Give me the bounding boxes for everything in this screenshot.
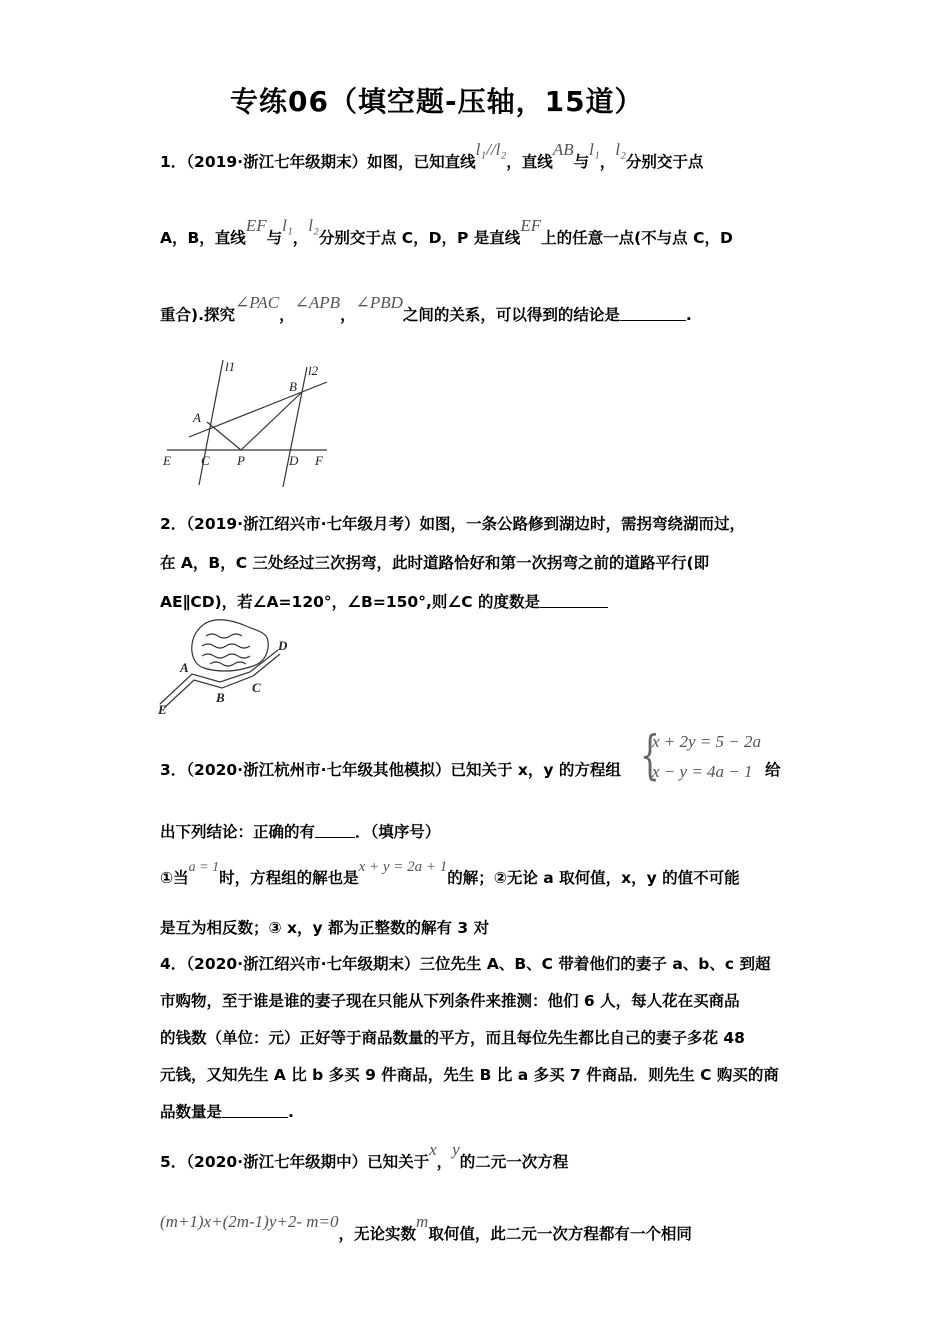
label-e: E [163, 453, 171, 468]
q3-text: ．（填序号） [355, 823, 441, 841]
q5-text: ， [436, 1153, 453, 1171]
label-l1: l1 [225, 359, 236, 374]
q1-text: 1．（2019·浙江七年级期末）如图，已知直线 [160, 153, 476, 171]
math-l2: l₂ [308, 216, 319, 235]
q5-text: 取何值，此二元一次方程都有一个相同 [428, 1225, 692, 1243]
q2-line-3 [160, 590, 608, 612]
q1-text: 分别交于点 C，D，P 是直线 [318, 229, 521, 247]
equation-system [640, 728, 770, 788]
math-l2: l₂ [615, 140, 626, 159]
label-c: C [201, 453, 210, 468]
label-a: A [193, 410, 201, 425]
q5-text: ，无论实数 [338, 1225, 417, 1243]
math-angle-pbd: ∠PBD [355, 293, 403, 312]
equation-2: x − y = 4a − 1 [652, 762, 753, 781]
q5-text: 的二元一次方程 [459, 1153, 569, 1171]
q4-line-1: 4．（2020·浙江绍兴市·七年级期末）三位先生 A、B、C 带着他们的妻子 a、b、c 到超 [160, 955, 771, 973]
figure-2 [150, 612, 300, 717]
answer-blank [540, 595, 608, 608]
q1-text: 分别交于点 [625, 153, 704, 171]
label-d: D [278, 638, 288, 653]
q1-line-1 [160, 140, 704, 172]
answer-blank [620, 308, 686, 321]
math-equation: (m+1)x+(2m-1)y+2- m=0 [160, 1212, 339, 1231]
q4-line-2: 市购物，至于谁是谁的妻子现在只能从下列条件来推测：他们 6 人，每人花在买商品 [160, 992, 740, 1010]
math-angle-apb: ∠APB [294, 293, 341, 312]
lake-wave [206, 634, 242, 638]
q1-text: A，B，直线 [160, 229, 246, 247]
math-ef: EF [520, 216, 542, 235]
q3-line-1-end: 给 [765, 761, 781, 779]
math-ef: EF [245, 216, 267, 235]
label-e: E [158, 702, 167, 717]
q3-line-1: 3．（2020·浙江杭州市·七年级其他模拟）已知关于 x，y 的方程组 [160, 761, 621, 779]
q1-text: ， [340, 306, 356, 324]
answer-blank [315, 825, 355, 838]
segment-ap [207, 422, 241, 450]
q5-line-1 [160, 1140, 569, 1172]
label-b: B [289, 379, 297, 394]
q1-text: ， [599, 153, 616, 171]
q5-line-2 [160, 1212, 692, 1244]
math-l1: l₁ [589, 140, 600, 159]
q4-text: . [288, 1103, 294, 1121]
q3-line-4: 是互为相反数；③ x，y 都为正整数的解有 3 对 [160, 919, 490, 937]
q1-text: 重合).探究 [160, 306, 235, 324]
math-y: y [452, 1140, 460, 1159]
q4-line-4: 元钱，又知先生 A 比 b 多买 9 件商品，先生 B 比 a 多买 7 件商品．则先生 C 购买的商 [160, 1066, 779, 1084]
math-x: x [429, 1140, 437, 1159]
q3-text: 时，方程组的解也是 [219, 869, 359, 887]
q1-text: . [685, 306, 692, 324]
math-l1-parallel-l2: l₁//l₂ [475, 140, 507, 159]
page-title: 专练06（填空题-压轴，15道） [230, 85, 644, 118]
lake-wave [210, 662, 246, 666]
math-x-plus-y: x + y = 2a + 1 [358, 859, 448, 875]
q1-text: 与 [266, 229, 283, 247]
math-m: m [416, 1212, 429, 1231]
q1-text: ， [292, 229, 309, 247]
label-b: B [216, 690, 225, 705]
q2-line-2: 在 A，B，C 三处经过三次拐弯，此时道路恰好和第一次拐弯之前的道路平行(即 [160, 554, 710, 572]
q3-text: 出下列结论：正确的有 [160, 823, 316, 841]
q1-text: ， [279, 306, 295, 324]
q2-line-1: 2．（2019·浙江绍兴市·七年级月考）如图，一条公路修到湖边时，需拐弯绕湖而过， [160, 515, 745, 533]
q1-line-3 [160, 293, 692, 325]
q1-text: 与 [573, 153, 590, 171]
line-ab [189, 382, 327, 437]
q4-line-3: 的钱数（单位：元）正好等于商品数量的平方，而且每位先生都比自己的妻子多花 48 [160, 1029, 745, 1047]
math-l1: l₁ [282, 216, 293, 235]
label-l2: l2 [308, 363, 319, 378]
q4-text: 品数量是 [160, 1103, 223, 1121]
q5-text: 5．（2020·浙江七年级期中）已知关于 [160, 1153, 430, 1171]
q1-text: 上的任意一点(不与点 C，D [541, 229, 733, 247]
q4-line-5 [160, 1100, 294, 1122]
q3-text: ①当 [160, 869, 189, 887]
q3-line-3 [160, 859, 740, 888]
label-d: D [289, 453, 299, 468]
q1-line-2 [160, 216, 733, 248]
label-c: C [252, 680, 261, 695]
brace: { [640, 726, 660, 786]
figure-1 [155, 355, 340, 495]
math-a-equals-1: a = 1 [188, 860, 220, 875]
answer-blank [222, 1105, 288, 1118]
label-f: F [315, 453, 323, 468]
lake-wave [202, 644, 250, 648]
q1-text: ，直线 [506, 153, 553, 171]
q2-text: AE∥CD)，若∠A=120°，∠B=150°,则∠C 的度数是 [160, 593, 541, 611]
math-ab: AB [552, 140, 574, 159]
label-p: P [237, 453, 245, 468]
q1-text: 之间的关系，可以得到的结论是 [402, 306, 620, 324]
label-a: A [180, 660, 189, 675]
q3-text: 的解；②无论 a 取何值，x，y 的值不可能 [447, 869, 740, 887]
math-angle-pac: ∠PAC [234, 293, 280, 312]
equation-1: x + 2y = 5 − 2a [652, 732, 762, 751]
lake-wave [202, 654, 250, 658]
q3-line-2 [160, 820, 440, 842]
